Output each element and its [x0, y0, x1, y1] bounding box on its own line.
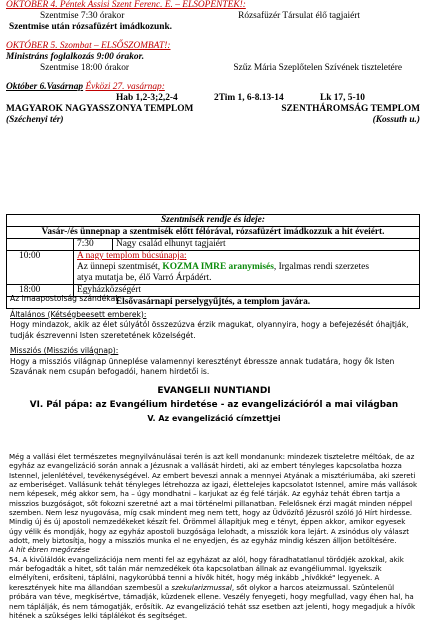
general-label: Általános (Kétségbeesett emberek):: [10, 309, 147, 319]
oct4-mass-time: Szentmise 7:30 órakor: [40, 11, 125, 21]
row2-time: 10:00: [7, 251, 74, 285]
general-text: Hogy mindazok, akik az élet súlyától összezúzva érzik magukat, olyannyira, hogy a befejezését óhajtják, tudják észrevenni Isten szeretetének közelségét.: [10, 320, 409, 340]
para2-italic: szekularizmussal: [171, 582, 232, 592]
article-para1: Még a vallási élet természetes megnyilvánulásai terén is azt kell mondanunk: mindezek tiszteletre méltóak, de az egyház az evangelizáció során annak a Jézusnak a vallását hirdeti, aki az embert tényleges kapcsolatba hozza Istennel, jelenlétével, tevékenységével. Az embert beveszi annak a mennyei Atyának a misztériumába, aki szereti az emberiséget. Vallásunk tehát tényleges létrehozza az igazi, élettelejes kapcsolatot Istennel, amire más vallások nem képesek, még akkor sem, ha – úgy mondhatni – karjukat az ég felé tárják. Az egyház tehát ébren tartja a misszios buzgóságot, sőt fokozni szeretné azt a mai történelmi pillanatban. Felelősnek érzi magát minden néppel szemben. Nem lesz nyugovása, míg csak mindent meg nem tett, hogy az Üdvözítő Jézusról szóló Jó Hírt hirdesse. Mindig új és új apostoli nemzedékeket készít fel. Örömmel állapítjuk meg e tényt, éppen akkor, amikor egyesek úgy vélik és mondják, hogy az egyház apostoli buzgósága lelohadt, a missziók kora lejárt. A zsinódus oly választ adott, mely biztosítja, hogy a missziós munka el ne enyedjen, és az egyház mindig készen álljon betöltésére.: [9, 452, 418, 546]
row2-title: A nagy templom búcsúnapja:: [77, 251, 187, 261]
reading-1: Hab 1,2-3;2,2-4: [116, 93, 178, 103]
article-chapter: V. Az evangelizáció címzettjei: [147, 413, 281, 423]
oct4-rosary: Rózsafüzér Társulat élő tagjaiért: [238, 11, 360, 21]
streets-row: [6, 115, 420, 126]
church-right: SZENTHÁROMSÁG TEMPLOM: [281, 104, 420, 114]
row3-time: 18:00: [7, 285, 74, 297]
oct5-mass-row: [6, 63, 420, 74]
street-right: (Kossuth u.): [372, 115, 420, 125]
gospel: Lk 17, 5-10: [319, 93, 365, 103]
row2-line1-b: , Irgalmas rendi szerzetes: [273, 262, 369, 272]
oct5-mass-time: Szentmise 18:00 órakor: [40, 63, 130, 73]
reading-2: 2Tim 1, 6-8.13-14: [214, 93, 284, 103]
article-italic-title: A hit ébren megőrzése: [9, 545, 90, 555]
article-body: [9, 452, 419, 620]
article-subheading: VI. Pál pápa: az Evangélium hirdetése - az evangelizációról a mai világban: [29, 400, 399, 410]
oct4-note: Szentmise után rózsafüzért imádkozunk.: [9, 22, 173, 32]
church-left: MAGYAROK NAGYASSZONYA TEMPLOM: [6, 104, 194, 114]
para2-rest: , sőt olykor a harcos ateizmussal. Szüntelenül próbára van téve, megkísértve, támadják, küzdenek ellene. Veszély fenyegeti, hogy megfullad, vagy éhen hal, ha nem táplálják, és nem támogatják, erősítik. Az evangelizáció tehát ssz esetben azt jelenti, hogy megadjuk a hívők hitének a szükséges lelki táplálékot és segítséget.: [9, 582, 416, 620]
oct5-mary: Szűz Mária Szeplőtelen Szívének tiszteletére: [233, 63, 402, 73]
row1-time: 7:30: [74, 239, 113, 251]
oct5-heading: OKTÓBER 5. Szombat – ELSŐSZOMBAT!:: [6, 41, 171, 51]
article-heading: EVANGELII NUNTIANDI: [157, 385, 271, 396]
oct6-heading: Október 6.Vasárnap: [6, 82, 84, 92]
oct6-heading-row: [6, 82, 420, 93]
table-row: [7, 239, 420, 251]
row1-text: Nagy család elhunyt tagjaiért: [113, 239, 420, 251]
mission-text: Hogy a missziós világnap ünneplése valamennyi keresztényt ébressze annak tudatára, hogy ők Isten Szavának nem csupán befogadói, hanem hirdetői is.: [10, 356, 395, 376]
oct6-sunday: Évközi 27. vasárnap:: [85, 82, 165, 92]
oct4-mass-row: [6, 11, 420, 22]
row2-line2: atya mutatja be, élő Varró Árpádért.: [77, 273, 212, 283]
prayer-intentions: [10, 294, 418, 424]
para2-start: 54. A kivüláldók evangelizációja nem menti fel az egyházat az alól, hogy fáradhatatlanul törődjék azokkal, akik már befogadták a hitet, sőt talán már nemzedékek óta kapcsolatban állnak az evangéliummal. Igyekszik elmélyíteni, erősíteni, táplálni, nagykorúbbá tenni a hívők hitét, hogy még inkább „hívőkké" legyenek. A keresztények hite ma állandóan szembesül a: [9, 554, 404, 592]
table-title: Szentmisék rendje és ideje:: [7, 215, 420, 227]
celebrant-name: KOZMA IMRE aranymisés: [162, 262, 274, 272]
sunday-note: Vasár-/és ünnepnap a szentmisék előtt félórával, rózsafüzért imádkozzuk a hit éveiért.: [7, 227, 420, 239]
table-row: [7, 251, 420, 285]
mission-label: Missziós (Missziós világnap):: [10, 346, 119, 355]
collection-note: Elsővasárnapi perselygyűjtés, a templom javára.: [7, 297, 420, 309]
row2-content: [74, 251, 420, 285]
street-left: (Széchenyi tér): [6, 115, 64, 125]
churches-row: [6, 104, 420, 115]
oct5-ministrants: Ministráns foglalkozás 9:00 órakor.: [6, 52, 145, 62]
schedule-block: [6, 0, 420, 126]
readings-row: [6, 93, 420, 104]
intentions-intro: Az imaapostolság szándékai:: [10, 294, 120, 303]
row2-line1-a: Az ünnepi szentmisét,: [77, 262, 163, 272]
article-para2: [9, 555, 419, 620]
oct4-heading: OKTÓBER 4. Péntek Assisi Szent Ferenc. E. – ELSŐPÉNTEK!:: [6, 0, 246, 10]
row3-text: Egyházközségért: [74, 285, 420, 297]
row2-line1: [77, 262, 416, 273]
